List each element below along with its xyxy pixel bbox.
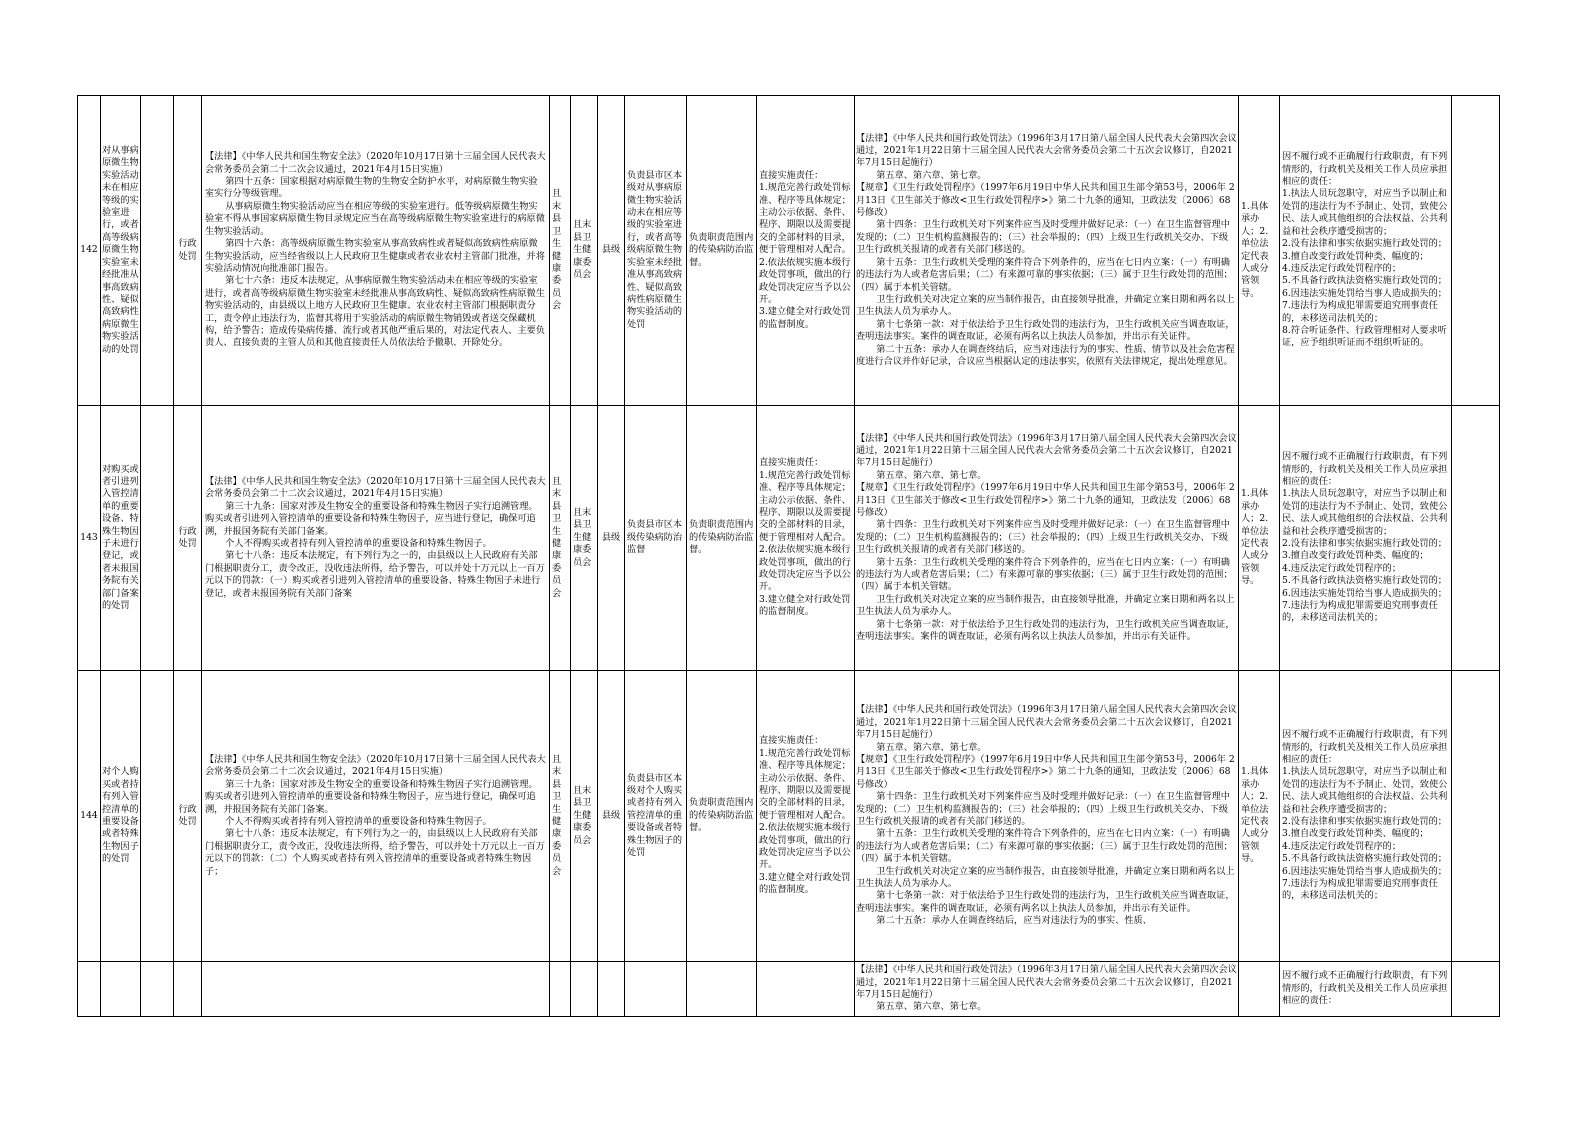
power-type [174,962,202,1017]
admin-level [598,962,625,1017]
scope-of-duty [625,962,687,1017]
blank-cell [141,962,174,1017]
liability-situations-paragraph: 5.不具备行政执法资格实施行政处罚的； [1282,275,1447,287]
responsibility-items [757,962,855,1017]
liability-situations-paragraph: 1.执法人员玩忽职守，对应当予以制止和处罚的违法行为不予制止、处罚，致使公民、法人或其他组织的合法权益、公共利益和社会秩序遭受损害的； [1282,188,1448,237]
legal-basis-paragraph: 【法律】《中华人民共和国生物安全法》（2020年10月17日第十三届全国人民代表大会常务委员会第二十二次会议通过，2021年4月15日实施） [205,475,546,500]
accountability-basis-paragraph: 【法律】《中华人民共和国行政处罚法》（1996年3月17日第八届全国人民代表大会第四次会议通过，2021年1月22日第十三届全国人民代表大会常务委员会第二十五次会议修订，自2021年7月15日起施行） [856,964,1237,1000]
accountability-basis-paragraph: 第十七条第一款：对于依法给予卫生行政处罚的违法行为，卫生行政机关应当调查取证，查明违法事实。案件的调查取证，必须有两名以上执法人员参加，并出示有关证件。 [856,890,1235,914]
legal-basis-paragraph: 第三十九条：国家对涉及生物安全的重要设备和特殊生物因子实行追溯管理。购买或者引进列入管控清单的重要设备和特殊生物因子，应当进行登记，确保可追溯，并报国务院有关部门备案。 [205,778,538,815]
responsibility-items [757,406,855,671]
liability-situations-paragraph: 3.擅自改变行政处罚种类、幅度的； [1282,550,1429,562]
responsible-subject: 1.具体承办人；2.单位法定代表人或分管领导。 [1239,671,1280,962]
liability-situations-paragraph: 因不履行或不正确履行行政职责，有下列情形的，行政机关及相关工作人员应承担相应的责任： [1282,729,1448,765]
responsibility-items-paragraph: 2.依法依规实施本级行政处罚事项，做出的行政处罚决定应当予以公开。 [759,544,851,593]
legal-basis-paragraph: 个人不得购买或者持有列入管控清单的重要设备和特殊生物因子。 [225,816,492,827]
liability-situations-paragraph: 因不履行或不正确履行行政职责，有下列情形的，行政机关及相关工作人员应承担相应的责任： [1282,151,1448,188]
liability-situations-paragraph: 4.违反法定行政处罚程序的； [1282,562,1402,574]
responsible-subject: 1.具体承办人；2.单位法定代表人或分管领导。 [1239,96,1280,406]
admin-level: 县级 [598,96,625,406]
item-name [101,962,141,1017]
accountability-basis-paragraph: 第五章、第六章、第七章。 [876,1001,987,1013]
responsibility-items-paragraph: 2.依法依规实施本级行政处罚事项，做出的行政处罚决定应当予以公开。 [759,256,851,305]
liability-situations [1280,96,1452,406]
accountability-basis-paragraph: 第五章、第六章、第七章。 [876,741,987,753]
responsibility-items-paragraph: 1.规范完善行政处罚标准、程序等具体规定；主动公示依据、条件、程序、期限以及需要提交的全部材料的目录，便于管理相对人配合。 [759,182,851,256]
legal-basis-paragraph: 第七十六条：违反本法规定，从事病原微生物实验活动未在相应等级的实验室进行，或者高等级病原微生物实验室未经批准从事高致病性、疑似高致病性病原微生物实验活动的，由县级以上地方人民政府卫生健康、农业农村主管部门根据职责分工，责令停止违法行为，监督其将用于实验活动的病原微生物销毁或者送交保藏机构，给予警告；造成传染病传播、流行或者其他严重后果的，对法定代表人、主要负责人、直接负责的主管人员和其他直接责任人员依法给予撤职、开除处分。 [205,275,545,349]
legal-basis-paragraph: 第四十五条：国家根据对病原微生物的生物安全防护水平，对病原微生物实验室实行分等级管理。 [205,176,538,200]
liability-situations-paragraph: 1.执法人员玩忽职守，对应当予以制止和处罚的违法行为不予制止、处罚，致使公民、法人或其他组织的合法权益、公共利益和社会秩序遭受损害的； [1282,766,1448,815]
accountability-basis [855,406,1239,671]
remarks-cell [1452,671,1500,962]
accountability-basis-paragraph: 第十四条：卫生行政机关对下列案件应当及时受理并做好记录：（一）在卫生监督管理中发现的；（二）卫生机构监测报告的；（三）社会举报的；（四）上级卫生行政机关交办、下级卫生行政机关报请的或者有关部门移送的。 [856,219,1230,256]
power-type: 行政处罚 [174,96,202,406]
row-number [78,962,101,1017]
accountability-basis-paragraph: 【规章】《卫生行政处罚程序》（1997年6月19日中华人民共和国卫生部令第53号，2006年 2月13日《卫生部关于修改<卫生行政处罚程序>》第二十九条的通知，卫政法发〔2006〕68号修改） [856,182,1235,219]
liability-situations-paragraph: 4.违反法定行政处罚程序的； [1282,262,1402,274]
admin-level: 县级 [598,406,625,671]
accountability-basis-paragraph: 第十七条第一款：对于依法给予卫生行政处罚的违法行为，卫生行政机关应当调查取证，查明违法事实。案件的调查取证，必须有两名以上执法人员参加，并出示有关证件。 [856,618,1235,643]
liability-situations [1280,671,1452,962]
table-row [78,96,1500,406]
table-row [78,406,1500,671]
duty-content [687,962,757,1017]
accountability-basis-paragraph: 【法律】《中华人民共和国行政处罚法》（1996年3月17日第八届全国人民代表大会第四次会议通过，2021年1月22日第十三届全国人民代表大会常务委员会第二十五次会议修订，自2021年7月15日起施行） [856,704,1237,741]
accountability-basis-paragraph: 【规章】《卫生行政处罚程序》（1997年6月19日中华人民共和国卫生部令第53号，2006年 2月13日《卫生部关于修改<卫生行政处罚程序>》第二十九条的通知，卫政法发〔2006〕68号修改） [856,482,1235,518]
scope-of-duty: 负责县市区本级传染病防治监督 [625,406,687,671]
accountability-basis-paragraph: 【规章】《卫生行政处罚程序》（1997年6月19日中华人民共和国卫生部令第53号，2006年 2月13日《卫生部关于修改<卫生行政处罚程序>》第二十九条的通知，卫政法发〔2006〕68号修改） [856,753,1235,790]
accountability-basis [855,962,1239,1017]
liability-situations-paragraph: 5.不具备行政执法资格实施行政处罚的； [1282,575,1447,587]
legal-basis-paragraph: 第七十八条：违反本法规定，有下列行为之一的，由县级以上人民政府有关部门根据职责分工，责令改正，没收违法所得，给予警告，可以并处十万元以上一百万元以下的罚款：（二）个人购买或者持有列入管控清单的重要设备或者特殊生物因子； [205,828,545,877]
blank-cell [141,406,174,671]
accountability-basis-paragraph: 第十四条：卫生行政机关对下列案件应当及时受理并做好记录：（一）在卫生监督管理中发现的；（二）卫生机构监测报告的；（三）社会举报的；（四）上级卫生行政机关交办、下级卫生行政机关报请的或者有关部门移送的。 [856,791,1230,827]
accountability-basis-paragraph: 卫生行政机关对决定立案的应当制作报告，由直接领导批准，并确定立案日期和两名以上卫生执法人员为承办人。 [856,593,1235,618]
liability-situations-paragraph: 7.违法行为构成犯罪需要追究刑事责任的，未移送司法机关的； [1282,600,1438,624]
accountability-basis-paragraph: 第十四条：卫生行政机关对下列案件应当及时受理并做好记录：（一）在卫生监督管理中发现的；（二）卫生机构监测报告的；（三）社会举报的；（四）上级卫生行政机关交办、下级卫生行政机关报请的或者有关部门移送的。 [856,519,1230,556]
legal-basis [202,671,550,962]
accountability-basis-paragraph: 【法律】《中华人民共和国行政处罚法》（1996年3月17日第八届全国人民代表大会第四次会议通过，2021年1月22日第十三届全国人民代表大会常务委员会第二十五次会议修订，自2021年7月15日起施行） [856,432,1237,469]
powers-table [77,95,1500,1017]
implementing-agency: 且末县卫生健康委员会 [550,671,571,962]
legal-basis-paragraph: 第七十八条：违反本法规定，有下列行为之一的，由县级以上人民政府有关部门根据职责分工，责令改正，没收违法所得，给予警告，可以并处十万元以上一百万元以下的罚款：（一）购买或者引进列入管控清单的重要设备、特殊生物因子未进行登记，或者未报国务院有关部门备案 [205,550,545,599]
legal-basis [202,962,550,1017]
liability-situations-paragraph: 6.因违法实施处罚给当事人造成损失的； [1282,587,1447,599]
liability-situations-paragraph: 6.因违法实施处罚给当事人造成损失的； [1282,865,1447,877]
accountability-basis-paragraph: 第二十五条：承办人在调查终结后，应当对违法行为的事实、性质、情节以及社会危害程度进行合议并作好记录，合议应当根据认定的违法事实，依照有关法律规定，提出处理意见。 [856,343,1235,367]
legal-basis [202,406,550,671]
accountability-basis-paragraph: 第五章、第六章、第七章。 [876,469,987,481]
blank-cell [141,671,174,962]
liability-situations-paragraph: 2.没有法律和事实依据实施行政处罚的； [1282,538,1447,549]
accountability-basis-paragraph: 第十五条：卫生行政机关受理的案件符合下列条件的，应当在七日内立案：（一）有明确的违法行为人或者危害后果；（二）有来源可靠的事实依据；（三）属于卫生行政处罚的范围；（四）属于本机关管辖。 [856,828,1233,865]
liability-situations-paragraph: 5.不具备行政执法资格实施行政处罚的； [1282,853,1447,865]
table-row [78,671,1500,962]
accountability-basis [855,671,1239,962]
liability-situations-paragraph: 8.符合听证条件、行政管理相对人要求听证，应予组织听证而不组织听证的。 [1282,324,1447,349]
liability-situations-paragraph: 4.违反法定行政处罚程序的； [1282,840,1402,852]
table-row [78,962,1500,1017]
item-name: 对购买或者引进列入管控清单的重要设备、特殊生物因子未进行登记，或者未报国务院有关部门备案的处罚 [101,406,141,671]
liability-situations-paragraph: 2.没有法律和事实依据实施行政处罚的； [1282,816,1447,827]
legal-basis [202,96,550,406]
liability-situations-paragraph: 因不履行或不正确履行行政职责，有下列情形的，行政机关及相关工作人员应承担相应的责任： [1282,970,1448,1007]
liability-situations [1280,406,1452,671]
accountability-basis-paragraph: 【法律】《中华人民共和国行政处罚法》（1996年3月17日第八届全国人民代表大会第四次会议通过，2021年1月22日第十三届全国人民代表大会常务委员会第二十五次会议修订，自2021年7月15日起施行） [856,132,1237,169]
item-name: 对个人购买或者持有列入管控清单的重要设备或者特殊生物因子的处罚 [101,671,141,962]
implementing-agency: 且末县卫生健康委员会 [550,96,571,406]
liability-situations [1280,962,1452,1017]
responsible-subject: 1.具体承办人；2.单位法定代表人或分管领导。 [1239,406,1280,671]
accountability-basis-paragraph: 第十七条第一款：对于依法给予卫生行政处罚的违法行为，卫生行政机关应当调查取证，查明违法事实。案件的调查取证，必须有两名以上执法人员参加，并出示有关证件。 [856,318,1235,343]
responsibility-items-paragraph: 直接实施责任： [759,169,824,181]
liability-situations-paragraph: 3.擅自改变行政处罚种类、幅度的； [1282,828,1429,840]
responsible-agency [571,962,598,1017]
legal-basis-paragraph: 个人不得购买或者持有列入管控清单的重要设备和特殊生物因子。 [225,538,492,549]
liability-situations-paragraph: 1.执法人员玩忽职守，对应当予以制止和处罚的违法行为不予制止、处罚，致使公民、法人或其他组织的合法权益、公共利益和社会秩序遭受损害的； [1282,488,1448,537]
remarks-cell [1452,962,1500,1017]
liability-situations-paragraph: 2.没有法律和事实依据实施行政处罚的； [1282,238,1447,250]
responsibility-items-paragraph: 1.规范完善行政处罚标准、程序等具体规定；主动公示依据、条件、程序、期限以及需要提交的全部材料的目录，便于管理相对人配合。 [759,747,851,821]
remarks-cell [1452,406,1500,671]
duty-content: 负责职责范围内的传染病防治监督。 [687,671,757,962]
liability-situations-paragraph: 6.因违法实施处罚给当事人造成损失的； [1282,287,1447,299]
implementing-agency: 且末县卫生健康委员会 [550,406,571,671]
responsible-subject [1239,962,1280,1017]
scope-of-duty: 负责县市区本级对从事病原微生物实验活动未在相应等级的实验室进行，或者高等级病原微生物实验室未经批准从事高致病性、疑似高致病性病原微生物实验活动的处罚 [625,96,687,406]
responsible-agency: 且末县卫生健康委员会 [571,406,598,671]
accountability-basis-paragraph: 卫生行政机关对决定立案的应当制作报告，由直接领导批准，并确定立案日期和两名以上卫生执法人员为承办人。 [856,293,1235,318]
liability-situations-paragraph: 7.违法行为构成犯罪需要追究刑事责任的，未移送司法机关的； [1282,878,1438,902]
remarks-cell [1452,96,1500,406]
accountability-basis-paragraph: 第五章、第六章、第七章。 [876,169,987,181]
legal-basis-paragraph: 第三十九条：国家对涉及生物安全的重要设备和特殊生物因子实行追溯管理。购买或者引进列入管控清单的重要设备和特殊生物因子，应当进行登记，确保可追溯，并报国务院有关部门备案。 [205,500,538,537]
implementing-agency [550,962,571,1017]
blank-cell [141,96,174,406]
responsibility-items-paragraph: 1.规范完善行政处罚标准、程序等具体规定；主动公示依据、条件、程序、期限以及需要提交的全部材料的目录，便于管理相对人配合。 [759,469,851,543]
legal-basis-paragraph: 从事病原微生物实验活动应当在相应等级的实验室进行。低等级病原微生物实验室不得从事国家病原微生物目录规定应当在高等级病原微生物实验室进行的病原微生物实验活动。 [205,200,545,237]
scope-of-duty: 负责县市区本级对个人购买或者持有列入管控清单的重要设备或者特殊生物因子的处罚 [625,671,687,962]
accountability-basis-paragraph: 卫生行政机关对决定立案的应当制作报告，由直接领导批准，并确定立案日期和两名以上卫生执法人员为承办人。 [856,865,1235,890]
power-type: 行政处罚 [174,671,202,962]
accountability-basis-paragraph: 第十五条：卫生行政机关受理的案件符合下列条件的，应当在七日内立案：（一）有明确的违法行为人或者危害后果；（二）有来源可靠的事实依据；（三）属于卫生行政处罚的范围；（四）属于本机关管辖。 [856,556,1233,593]
row-number: 144 [78,671,101,962]
legal-basis-paragraph: 第四十六条：高等级病原微生物实验室从事高致病性或者疑似高致病性病原微生物实验活动，应当经省级以上人民政府卫生健康或者农业农村主管部门批准，并将实验活动情况向批准部门报告。 [205,238,545,274]
item-name: 对从事病原微生物实验活动未在相应等级的实验室进行，或者高等级病原微生物实验室未经批准从事高致病性、疑似高致病性病原微生物实验活动的处罚 [101,96,141,406]
admin-level: 县级 [598,671,625,962]
liability-situations-paragraph: 3.擅自改变行政处罚种类、幅度的； [1282,250,1429,262]
responsibility-items [757,671,855,962]
duty-content: 负责职责范围内的传染病防治监督。 [687,96,757,406]
legal-basis-paragraph: 【法律】《中华人民共和国生物安全法》（2020年10月17日第十三届全国人民代表大会常务委员会第二十二次会议通过，2021年4月15日实施） [205,151,546,175]
responsibility-items-paragraph: 2.依法依规实施本级行政处罚事项，做出的行政处罚决定应当予以公开。 [759,822,851,871]
accountability-basis [855,96,1239,406]
liability-situations-paragraph: 因不履行或不正确履行行政职责，有下列情形的，行政机关及相关工作人员应承担相应的责任： [1282,451,1448,487]
responsible-agency: 且末县卫生健康委员会 [571,96,598,406]
responsibility-items-paragraph: 直接实施责任： [759,735,824,747]
accountability-basis-paragraph: 第二十五条：承办人在调查终结后，应当对违法行为的事实、性质、 [876,915,1152,927]
responsibility-items-paragraph: 3.建立健全对行政处罚的监督制度。 [759,871,851,896]
responsibility-items-paragraph: 3.建立健全对行政处罚的监督制度。 [759,306,851,330]
legal-basis-paragraph: 【法律】《中华人民共和国生物安全法》（2020年10月17日第十三届全国人民代表大会常务委员会第二十二次会议通过，2021年4月15日实施） [205,753,546,778]
row-number: 142 [78,96,101,406]
accountability-basis-paragraph: 第十五条：卫生行政机关受理的案件符合下列条件的，应当在七日内立案：（一）有明确的违法行为人或者危害后果；（二）有来源可靠的事实依据；（三）属于卫生行政处罚的范围；（四）属于本机关管辖。 [856,256,1233,293]
responsibility-items-paragraph: 直接实施责任： [759,457,824,469]
responsibility-items [757,96,855,406]
power-type: 行政处罚 [174,406,202,671]
row-number: 143 [78,406,101,671]
liability-situations-paragraph: 7.违法行为构成犯罪需要追究刑事责任的，未移送司法机关的； [1282,300,1438,324]
duty-content: 负责职责范围内的传染病防治监督。 [687,406,757,671]
responsible-agency: 且末县卫生健康委员会 [571,671,598,962]
responsibility-items-paragraph: 3.建立健全对行政处罚的监督制度。 [759,593,851,618]
